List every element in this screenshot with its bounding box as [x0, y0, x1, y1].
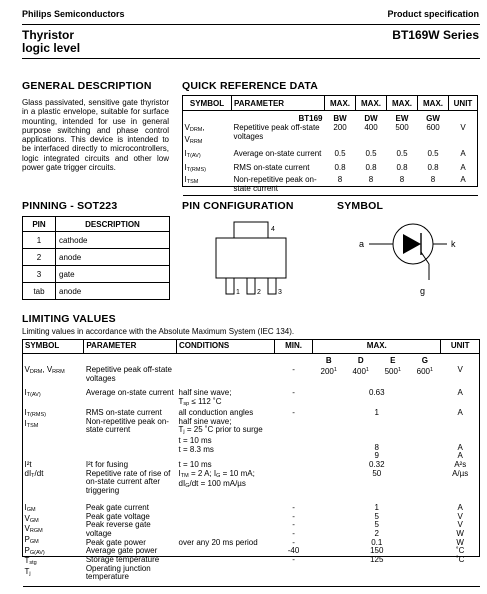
quick-reference-heading: QUICK REFERENCE DATA [182, 80, 319, 92]
lim-row-i2t [23, 461, 480, 496]
pin-label-4: 4 [271, 226, 275, 233]
qr-symbol: $I_{TSM}$ [184, 175, 199, 185]
lim-conditions: t = 10 ms $I_{TM} = 2$ A; $I_G = 10$ mA; $dI_G/dt = 100$ mA/µs [178, 460, 255, 490]
pin-label-2: 2 [257, 289, 261, 296]
pin-number: 3 [23, 266, 56, 283]
cathode-label: k [451, 239, 456, 249]
lim-min: - [292, 407, 295, 417]
document-type: Product specification [387, 9, 479, 19]
qr-value: 8 [399, 175, 405, 184]
qr-value: 0.5 [427, 149, 439, 158]
limiting-values-heading: LIMITING VALUES [22, 313, 116, 325]
package-pin-2 [247, 278, 255, 294]
pin-label-1: 1 [236, 289, 240, 296]
lim-variant: D [357, 356, 364, 365]
qr-value: 8 [337, 175, 343, 184]
qr-value: 0.8 [396, 163, 408, 172]
lim-col-conditions: CONDITIONS [177, 340, 275, 354]
lim-conditions: over any 20 ms period [178, 537, 258, 547]
lim-variant-value: 600 [416, 366, 430, 376]
gate-label: g [420, 286, 426, 296]
qr-variant: EW [395, 114, 409, 123]
qr-value: 200 [333, 123, 347, 132]
lim-symbol: $V_{DRM}$, $V_{RRM}$ [24, 365, 65, 375]
pin-description: cathode [56, 232, 170, 249]
thyristor-symbol [337, 214, 477, 304]
title-line-1: Thyristor [22, 28, 75, 42]
qr-parameter: Average on-state current [233, 149, 322, 158]
lim-unit: A²s A/µs [452, 460, 469, 478]
qr-value: 400 [364, 123, 378, 132]
lim-row-itav [23, 383, 480, 408]
package-body [216, 238, 286, 278]
qr-value: 8 [368, 175, 374, 184]
qr-parameter: Non-repetitive peak on-state current [233, 175, 317, 193]
qr-variant: GW [426, 114, 440, 123]
qr-value: 500 [395, 123, 409, 132]
qr-unit: A [460, 149, 466, 158]
lim-min: - [292, 388, 295, 398]
lim-variant-cell: G $600^1$ [416, 356, 434, 376]
qr-unit: A [460, 163, 466, 172]
qr-col-max-3: MAX. [387, 96, 418, 111]
anode-label: a [359, 239, 365, 249]
lim-symbol: I²t $dI_T/dt$ [24, 460, 44, 479]
qr-col-max-1: MAX. [325, 96, 356, 111]
series-title: BT169W Series [392, 28, 479, 42]
lim-symbol: $I_{GM}$ $V_{GM}$ $V_{RGM}$ $P_{GM}$ $P_{G(AV)}$ $T_{stg}$ $T_j$ [24, 502, 45, 578]
pin-row [23, 249, 170, 266]
general-description-text: Glass passivated, sensitive gate thyristor in a plastic envelope, suitable for surface mounting, intended for use in general purpose switching and phase control applications. This device is intended to be interfaced directly to microcontrollers, logic integrated circuits and other low power gate trigger circuits. [22, 98, 169, 173]
qr-value: 600 [426, 123, 440, 132]
pin-configuration-heading: PIN CONFIGURATION [182, 200, 294, 212]
lim-col-unit: UNIT [441, 340, 480, 354]
pin-description: anode [56, 249, 170, 266]
pinning-header-row [23, 217, 170, 232]
qr-value: 0.5 [365, 149, 377, 158]
qr-col-max-4: MAX. [418, 96, 449, 111]
lim-variant: E [390, 356, 396, 365]
lim-max: 1 5 5 2 0.1 150 125 [370, 502, 384, 565]
symbol-heading: SYMBOL [337, 200, 384, 212]
lim-max: 0.32 50 [368, 460, 385, 478]
pin-label-3: 3 [278, 289, 282, 296]
qr-value: 0.8 [365, 163, 377, 172]
pin-description: anode [56, 283, 170, 300]
qr-type-label: BT169 [298, 114, 323, 123]
qr-col-unit: UNIT [449, 96, 478, 111]
package-pin-1 [226, 278, 234, 294]
lim-variant-cell: E $500^1$ [384, 356, 402, 376]
company-name: Philips Semiconductors [22, 9, 125, 19]
lim-unit: A V V W W ˚C ˚C [455, 502, 465, 565]
lim-variant: B [325, 356, 332, 365]
lim-conditions: half sine wave; $T_{sp} \le 112$ ˚C [178, 388, 232, 408]
limiting-values-intro: Limiting values in accordance with the Absolute Maximum System (IEC 134). [22, 327, 295, 336]
qr-value: 0.5 [334, 149, 346, 158]
qr-variant: DW [364, 114, 378, 123]
qr-col-symbol: SYMBOL [183, 96, 232, 111]
pin-number: 1 [23, 232, 56, 249]
lim-variant-value: 500 [384, 366, 398, 376]
sot223-package-drawing [182, 214, 322, 304]
limiting-header-row [23, 340, 480, 354]
pinning-table [22, 216, 170, 300]
pin-row [23, 283, 170, 300]
qr-table-border [182, 95, 478, 187]
qr-value: 0.5 [396, 149, 408, 158]
pin-col-pin: PIN [23, 217, 56, 232]
lim-parameter: RMS on-state current Non-repetitive peak on-state current [85, 407, 169, 435]
lim-unit: V [457, 365, 463, 374]
qr-parameter: RMS on-state current [233, 163, 310, 172]
lim-variant-cell: D $400^1$ [352, 356, 369, 376]
qr-value: 0.8 [427, 163, 439, 172]
lim-row-vdrm [23, 354, 480, 384]
product-title [22, 29, 80, 55]
lim-symbol: $I_{T(RMS)}$ $I_{TSM}$ [24, 407, 46, 429]
lim-variant: G [421, 356, 428, 365]
pin-number: 2 [23, 249, 56, 266]
package-pin-3 [268, 278, 276, 294]
qr-symbol: $V_{DRM}$, $V_{RRM}$ [184, 123, 205, 145]
lim-unit: A A A [457, 407, 463, 461]
pin-col-description: DESCRIPTION [56, 217, 170, 232]
lim-parameter: Repetitive peak off-state voltages [85, 365, 172, 383]
limiting-values-table [22, 339, 480, 587]
qr-col-max-2: MAX. [356, 96, 387, 111]
lim-variant-value: 400 [352, 366, 366, 376]
lim-max: 0.63 [368, 388, 385, 398]
lim-variant-value: 200 [320, 366, 334, 376]
qr-unit: A [460, 175, 466, 184]
pin-row [23, 266, 170, 283]
lim-symbol: $I_{T(AV)}$ [24, 388, 41, 399]
qr-symbol: $I_{T(RMS)}$ [184, 163, 206, 173]
lim-conditions: all conduction angles half sine wave; $T_j = 25$ ˚C prior to surge t = 10 ms t = 8.3 ms [178, 407, 263, 454]
qr-value: 8 [430, 175, 436, 184]
qr-parameter: Repetitive peak off-state voltages [233, 123, 320, 141]
qr-symbol: $I_{T(AV)}$ [184, 149, 201, 159]
package-tab [234, 222, 268, 238]
lim-min: - - - - - -40 - [287, 502, 300, 565]
qr-unit: V [460, 123, 466, 132]
lim-max: 1 8 9 [374, 407, 379, 461]
pin-row [23, 232, 170, 249]
header-rule [22, 24, 480, 25]
lim-row-itrms [23, 409, 480, 461]
qr-value: 0.8 [334, 163, 346, 172]
pin-number: tab [23, 283, 56, 300]
lim-col-max: MAX. [313, 340, 441, 354]
lim-unit: A [457, 388, 463, 398]
lim-gate-rows [23, 496, 480, 587]
lim-col-min: MIN. [274, 340, 312, 354]
lim-col-symbol: SYMBOL [23, 340, 84, 354]
lim-parameter: Average on-state current [85, 388, 174, 398]
pinning-heading: PINNING - SOT223 [22, 200, 118, 212]
lim-parameter: Peak gate current Peak gate voltage Peak reverse gate voltage Peak gate power Average gate power Storage temperature Operating junction temperature [85, 502, 160, 582]
pin-description: gate [56, 266, 170, 283]
lim-min: - [292, 365, 295, 374]
lim-parameter: I²t for fusing Repetitive rate of rise of on-state current after triggering [85, 460, 171, 496]
qr-variant: BW [333, 114, 347, 123]
general-description-heading: GENERAL DESCRIPTION [22, 80, 152, 92]
diode-triangle [403, 234, 421, 254]
title-rule [22, 58, 480, 59]
title-line-2: logic level [22, 41, 81, 55]
lim-col-parameter: PARAMETER [84, 340, 177, 354]
qr-col-parameter: PARAMETER [232, 96, 325, 111]
lim-variant-cell: B $200^1$ [320, 356, 337, 376]
